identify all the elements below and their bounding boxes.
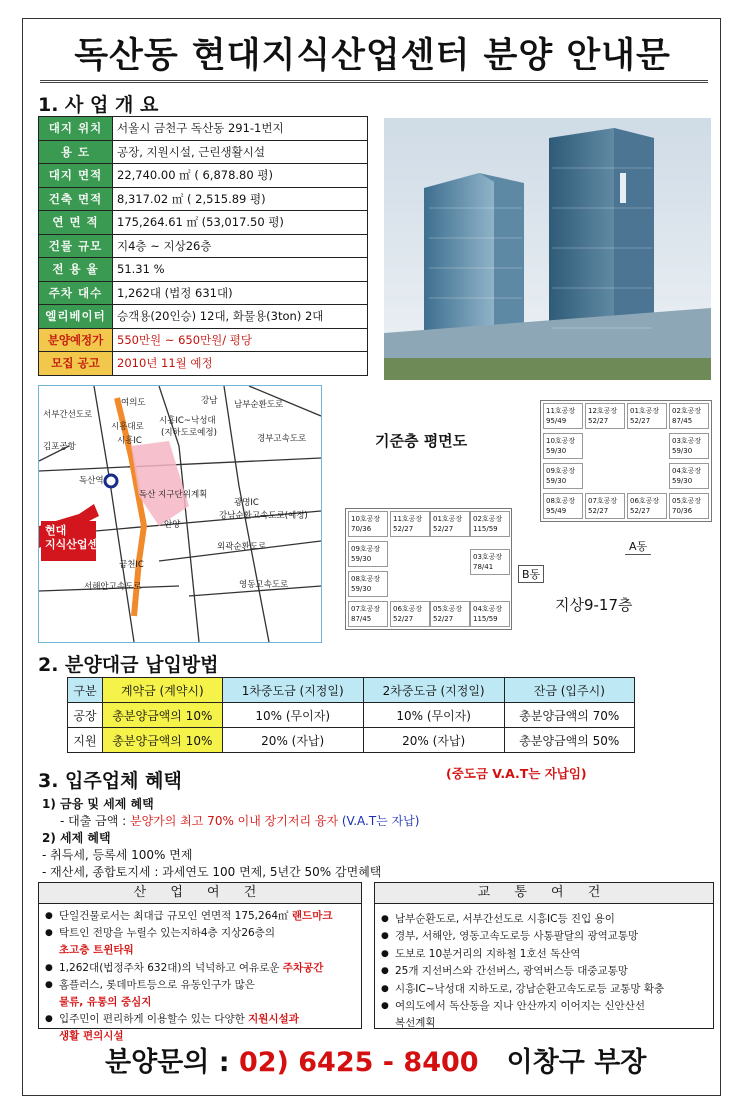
map-label: 시흥IC~낙성대 <box>159 416 216 426</box>
floor-unit-name: 12호공장 <box>588 407 618 415</box>
map-label: 광명IC <box>234 498 259 508</box>
overview-value: 175,264.61 ㎡ (53,017.50 평) <box>113 211 368 235</box>
overview-value: 22,740.00 ㎡ ( 6,878.80 평) <box>113 164 368 188</box>
floor-unit-name: 05호공장 <box>433 605 463 613</box>
floor-unit <box>348 571 388 597</box>
map-label: 외곽순환도로 <box>217 542 267 552</box>
map-label: 김포공항 <box>43 442 76 452</box>
floor-unit <box>543 403 583 429</box>
overview-key: 엘리베이터 <box>39 305 113 329</box>
floor-unit-area: 95/49 <box>546 507 567 515</box>
section-1-heading: 1. 사 업 개 요 <box>38 94 159 116</box>
floor-unit-area: 70/36 <box>672 507 693 515</box>
floor-unit-name: 04호공장 <box>473 605 503 613</box>
section-2-heading: 2. 분양대금 납입방법 <box>38 654 219 676</box>
floor-unit <box>348 511 388 537</box>
overview-value: 승객용(20인승) 12대, 화물용(3ton) 2대 <box>113 305 368 329</box>
industry-item: ● 1,262대(법정주차 632대)의 넉넉하고 여유로운 주차공간 <box>39 960 361 977</box>
floor-range-label: 지상9-17층 <box>555 596 633 614</box>
floor-unit-area: 59/30 <box>672 447 693 455</box>
a-building-label: A동 <box>625 538 651 555</box>
floor-unit-name: 06호공장 <box>630 497 660 505</box>
overview-value: 서울시 금천구 독산동 291-1번지 <box>113 117 368 141</box>
floor-unit-name: 04호공장 <box>672 467 702 475</box>
traffic-item: ● 시흥IC~낙성대 지하도로, 강남순환고속도로등 교통망 확충 <box>375 981 713 998</box>
payment-cell: 총분양금액의 10% <box>102 703 222 728</box>
floor-unit-name: 06호공장 <box>393 605 423 613</box>
map-label: (지하도로예정) <box>161 428 217 438</box>
floor-unit-name: 05호공장 <box>672 497 702 505</box>
map-label: 여의도 <box>121 398 146 408</box>
floor-unit <box>543 493 583 519</box>
payment-cell: 총분양금액의 70% <box>504 703 634 728</box>
payment-header-cell: 구분 <box>68 678 103 703</box>
floor-unit-name: 02호공장 <box>473 515 503 523</box>
floor-unit-name: 02호공장 <box>672 407 702 415</box>
floor-unit-area: 52/27 <box>630 417 651 425</box>
map-label: 강남 <box>201 396 218 406</box>
industry-item-cont: 초고층 트윈타워 <box>59 944 134 957</box>
overview-key: 모집 공고 <box>39 352 113 376</box>
overview-key: 건물 규모 <box>39 234 113 258</box>
payment-table <box>67 677 635 753</box>
floor-unit <box>669 433 709 459</box>
floor-unit-area: 59/30 <box>546 447 567 455</box>
floor-unit-area: 52/27 <box>588 417 609 425</box>
floor-unit <box>669 403 709 429</box>
floor-unit <box>543 463 583 489</box>
floor-unit <box>470 601 510 627</box>
overview-key: 연 면 적 <box>39 211 113 235</box>
industry-item: ● 탁트인 전망을 누릴수 있는지하4층 지상26층의 <box>39 925 361 942</box>
overview-row <box>39 328 368 352</box>
floor-unit <box>348 601 388 627</box>
floor-unit <box>390 601 430 627</box>
payment-header-cell: 계약금 (계약시) <box>102 678 222 703</box>
map-label: 안양 <box>164 520 181 530</box>
overview-key: 주차 대수 <box>39 281 113 305</box>
overview-value: 51.31 % <box>113 258 368 282</box>
floor-unit-area: 95/49 <box>546 417 567 425</box>
floor-unit <box>470 511 510 537</box>
overview-value: 8,317.02 ㎡ ( 2,515.89 평) <box>113 187 368 211</box>
industry-heading: 산 업 여 건 <box>39 883 361 904</box>
traffic-item: ● 도보로 10분거리의 지하철 1호선 독산역 <box>375 946 713 963</box>
contact-label: 분양문의 : <box>105 1047 239 1078</box>
industry-item: ● 입주민이 편리하게 이용할수 있는 다양한 지원시설과 <box>39 1011 361 1028</box>
map-label: 강남순환고속도로(예정) <box>219 511 308 521</box>
overview-key: 대지 면적 <box>39 164 113 188</box>
traffic-heading: 교 통 여 건 <box>375 883 713 904</box>
title-divider <box>40 80 708 83</box>
tax-line-2: - 재산세, 종합토지세 : 과세연도 100 면제, 5년간 50% 감면혜택 <box>42 865 382 879</box>
payment-cell: 공장 <box>68 703 103 728</box>
payment-row <box>68 728 635 753</box>
payment-cell: 10% (무이자) <box>363 703 504 728</box>
page-title: 독산동 현대지식산업센터 분양 안내문 <box>74 36 671 76</box>
floor-unit-name: 09호공장 <box>546 467 576 475</box>
floor-unit <box>390 511 430 537</box>
contact-person: 이창구 부장 <box>506 1047 647 1078</box>
map-label: 금천IC <box>119 560 144 570</box>
payment-cell: 지원 <box>68 728 103 753</box>
floor-unit-name: 11호공장 <box>546 407 576 415</box>
floor-unit-name: 07호공장 <box>351 605 381 613</box>
floor-unit-name: 08호공장 <box>351 575 381 583</box>
floor-unit-area: 52/27 <box>433 615 454 623</box>
loan-vat: (V.A.T는 자납) <box>338 814 420 828</box>
map-label: 독산 지구단위계획 <box>139 490 208 500</box>
map-callout-line: 지식산업센터 <box>45 538 109 551</box>
floor-unit-name: 10호공장 <box>546 437 576 445</box>
floor-unit <box>669 463 709 489</box>
payment-cell: 20% (자납) <box>363 728 504 753</box>
map-label: 시흥대로 <box>111 422 144 432</box>
floor-unit-area: 115/59 <box>473 615 498 623</box>
floor-unit-name: 07호공장 <box>588 497 618 505</box>
overview-row <box>39 140 368 164</box>
loan-line <box>60 812 419 829</box>
floor-unit-name: 08호공장 <box>546 497 576 505</box>
benefit-tax-heading: 2) 세제 혜택 <box>42 831 111 845</box>
section-3-heading: 3. 입주업체 혜택 <box>38 770 182 792</box>
overview-row <box>39 117 368 141</box>
overview-value: 지4층 ~ 지상26층 <box>113 234 368 258</box>
floor-unit <box>543 433 583 459</box>
industry-item: ● 단일건물로서는 최대급 규모인 연면적 175,264㎡ 랜드마크 <box>39 908 361 925</box>
loan-amount: 분양가의 최고 70% 이내 장기저리 융자 <box>130 814 339 828</box>
payment-header-cell: 1차중도금 (지정일) <box>222 678 363 703</box>
floor-unit-area: 59/30 <box>546 477 567 485</box>
traffic-item: ● 경부, 서해안, 영동고속도로등 사통팔달의 광역교통망 <box>375 928 713 945</box>
payment-cell: 10% (무이자) <box>222 703 363 728</box>
floor-unit-name: 10호공장 <box>351 515 381 523</box>
payment-cell: 총분양금액의 50% <box>504 728 634 753</box>
floor-unit <box>430 511 470 537</box>
floor-unit <box>627 493 667 519</box>
payment-row <box>68 703 635 728</box>
industry-box <box>38 882 362 1043</box>
payment-header-cell: 잔금 (입주시) <box>504 678 634 703</box>
floor-unit <box>430 601 470 627</box>
industry-item-cont: 물류, 유통의 중심지 <box>59 996 152 1009</box>
floor-unit-area: 52/27 <box>393 525 414 533</box>
overview-key: 분양예정가 <box>39 328 113 352</box>
payment-cell: 총분양금액의 10% <box>102 728 222 753</box>
overview-key: 건축 면적 <box>39 187 113 211</box>
loan-prefix: - 대출 금액 : <box>60 814 130 828</box>
overview-key: 대지 위치 <box>39 117 113 141</box>
floor-unit-name: 11호공장 <box>393 515 423 523</box>
map-callout-label <box>45 524 109 552</box>
map-callout-line: 현대 <box>45 524 67 537</box>
floor-unit-name: 01호공장 <box>630 407 660 415</box>
floor-unit-area: 78/41 <box>473 563 494 571</box>
floor-unit <box>627 403 667 429</box>
floor-unit-area: 52/27 <box>433 525 454 533</box>
overview-row <box>39 305 368 329</box>
floor-unit-name: 03호공장 <box>672 437 702 445</box>
map-label: 서해안고속도로 <box>84 582 142 592</box>
benefit-finance-heading: 1) 금융 및 세제 혜택 <box>42 797 154 811</box>
floor-unit <box>669 493 709 519</box>
floor-unit-area: 59/30 <box>351 585 372 593</box>
overview-table <box>38 116 368 376</box>
overview-row <box>39 234 368 258</box>
overview-key: 용 도 <box>39 140 113 164</box>
industry-item-cont: 생활 편의시설 <box>59 1030 124 1043</box>
floor-unit <box>585 403 625 429</box>
map-label: 영동고속도로 <box>239 580 289 590</box>
traffic-item: ● 여의도에서 독산동을 지나 안산까지 이어지는 신안산선 <box>375 998 713 1015</box>
floor-unit <box>470 549 510 575</box>
traffic-box <box>374 882 714 1029</box>
tax-line-1: - 취득세, 등록세 100% 면제 <box>42 848 193 862</box>
floor-unit-area: 115/59 <box>473 525 498 533</box>
traffic-item: ● 25개 지선버스와 간선버스, 광역버스등 대중교통망 <box>375 963 713 980</box>
floor-unit-area: 70/36 <box>351 525 372 533</box>
map-label: 시흥IC <box>117 436 142 446</box>
floor-plan <box>335 390 720 640</box>
floor-plan-title: 기준층 평면도 <box>375 432 468 450</box>
overview-value: 공장, 지원시설, 근린생활시설 <box>113 140 368 164</box>
overview-row <box>39 281 368 305</box>
map-label: 경부고속도로 <box>257 434 307 444</box>
floor-unit-area: 87/45 <box>351 615 372 623</box>
overview-value: 550만원 ~ 650만원/ 평당 <box>113 328 368 352</box>
overview-row <box>39 211 368 235</box>
overview-row <box>39 187 368 211</box>
building-photo <box>384 118 711 380</box>
industry-item: ● 홈플러스, 롯데마트등으로 유동인구가 많은 <box>39 977 361 994</box>
map-label: 남부순환도로 <box>234 400 284 410</box>
floor-unit-area: 59/30 <box>672 477 693 485</box>
overview-row <box>39 352 368 376</box>
payment-cell: 20% (자납) <box>222 728 363 753</box>
overview-key: 전 용 율 <box>39 258 113 282</box>
floor-unit <box>348 541 388 567</box>
location-map <box>38 385 322 643</box>
map-label: 서부간선도로 <box>43 410 93 420</box>
payment-header-row <box>68 678 635 703</box>
floor-unit-area: 52/27 <box>588 507 609 515</box>
floor-unit-name: 01호공장 <box>433 515 463 523</box>
payment-header-cell: 2차중도금 (지정일) <box>363 678 504 703</box>
b-building-label: B동 <box>518 565 544 583</box>
contact-phone: 02) 6425 - 8400 <box>238 1047 479 1078</box>
traffic-item-cont: 복선계획 <box>395 1017 436 1030</box>
floor-unit <box>585 493 625 519</box>
floor-unit-name: 03호공장 <box>473 553 503 561</box>
overview-value: 1,262대 (법정 631대) <box>113 281 368 305</box>
overview-row <box>39 258 368 282</box>
floor-unit-area: 59/30 <box>351 555 372 563</box>
vat-note: (중도금 V.A.T는 자납임) <box>446 766 587 781</box>
floor-unit-name: 09호공장 <box>351 545 381 553</box>
overview-row <box>39 164 368 188</box>
traffic-item: ● 남부순환도로, 서부간선도로 시흥IC등 진입 용이 <box>375 911 713 928</box>
contact-line <box>105 1040 646 1079</box>
overview-value: 2010년 11월 예정 <box>113 352 368 376</box>
floor-unit-area: 87/45 <box>672 417 693 425</box>
map-label: 독산역 <box>79 476 104 486</box>
floor-unit-area: 52/27 <box>630 507 651 515</box>
floor-unit-area: 52/27 <box>393 615 414 623</box>
